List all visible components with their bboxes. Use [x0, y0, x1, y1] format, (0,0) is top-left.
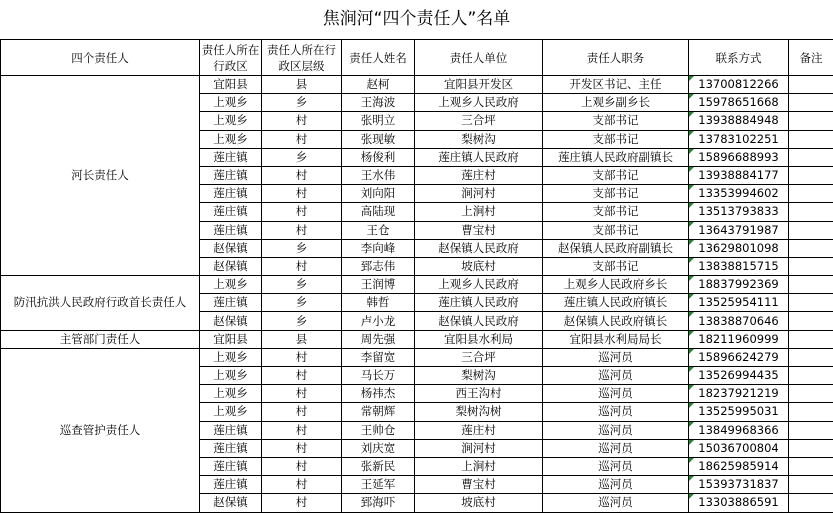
phone-cell: 13526994435: [689, 367, 789, 385]
remarks-cell: [789, 294, 833, 312]
district-cell: 上观乡: [200, 348, 262, 366]
level-cell: 村: [262, 457, 342, 475]
page-title: 焦涧河“四个责任人”名单: [0, 0, 833, 39]
phone-cell: 18837992369: [689, 276, 789, 294]
level-cell: 村: [262, 403, 342, 421]
phone-cell: 13938884177: [689, 166, 789, 184]
table-body: [1, 76, 833, 513]
position-cell: 巡河员: [543, 348, 689, 366]
unit-cell: 上观乡人民政府: [415, 276, 543, 294]
phone-cell: 15393731837: [689, 476, 789, 494]
phone-cell: 13525954111: [689, 294, 789, 312]
district-cell: 上观乡: [200, 130, 262, 148]
name-cell: 杨祎杰: [342, 385, 415, 403]
district-cell: 宜阳县: [200, 330, 262, 348]
table-row: [1, 348, 833, 366]
district-cell: 赵保镇: [200, 239, 262, 257]
district-cell: 上观乡: [200, 94, 262, 112]
position-cell: 莲庄镇人民政府镇长: [543, 294, 689, 312]
name-cell: 郅海吓: [342, 494, 415, 512]
position-cell: 上观乡副乡长: [543, 94, 689, 112]
unit-cell: 西王沟村: [415, 385, 543, 403]
unit-cell: 宜阳县开发区: [415, 76, 543, 94]
name-cell: 王延军: [342, 476, 415, 494]
level-cell: 县: [262, 76, 342, 94]
position-cell: 赵保镇人民政府副镇长: [543, 239, 689, 257]
unit-cell: 莲庄村: [415, 166, 543, 184]
remarks-cell: [789, 457, 833, 475]
category-cell: 主管部门责任人: [1, 330, 200, 348]
phone-cell: 13938884948: [689, 112, 789, 130]
district-cell: 莲庄镇: [200, 476, 262, 494]
district-cell: 宜阳县: [200, 76, 262, 94]
header-category: 四个责任人: [1, 40, 200, 76]
position-cell: 支部书记: [543, 185, 689, 203]
remarks-cell: [789, 439, 833, 457]
category-cell: 河长责任人: [1, 76, 200, 276]
unit-cell: 梨树沟: [415, 130, 543, 148]
level-cell: 村: [262, 112, 342, 130]
header-row: [1, 40, 833, 76]
name-cell: 韩哲: [342, 294, 415, 312]
remarks-cell: [789, 239, 833, 257]
unit-cell: 三合坪: [415, 348, 543, 366]
phone-cell: 13513793833: [689, 203, 789, 221]
unit-cell: 宜阳县水利局: [415, 330, 543, 348]
responsible-persons-table: [0, 39, 833, 513]
level-cell: 乡: [262, 312, 342, 330]
unit-cell: 上涧村: [415, 203, 543, 221]
level-cell: 村: [262, 348, 342, 366]
level-cell: 村: [262, 257, 342, 275]
unit-cell: 曹宝村: [415, 476, 543, 494]
district-cell: 上观乡: [200, 403, 262, 421]
position-cell: 巡河员: [543, 403, 689, 421]
level-cell: 村: [262, 221, 342, 239]
position-cell: 支部书记: [543, 112, 689, 130]
remarks-cell: [789, 130, 833, 148]
unit-cell: 赵保镇人民政府: [415, 239, 543, 257]
unit-cell: 赵保镇人民政府: [415, 312, 543, 330]
level-cell: 村: [262, 476, 342, 494]
position-cell: 宜阳县水利局局长: [543, 330, 689, 348]
remarks-cell: [789, 476, 833, 494]
level-cell: 村: [262, 367, 342, 385]
header-position: 责任人职务: [543, 40, 689, 76]
phone-cell: 13783102251: [689, 130, 789, 148]
unit-cell: 莲庄镇人民政府: [415, 148, 543, 166]
name-cell: 刘向阳: [342, 185, 415, 203]
phone-cell: 13643791987: [689, 221, 789, 239]
header-district: 责任人所在行政区: [200, 40, 262, 76]
phone-cell: 13838815715: [689, 257, 789, 275]
phone-cell: 13838870646: [689, 312, 789, 330]
district-cell: 莲庄镇: [200, 185, 262, 203]
unit-cell: 涧河村: [415, 439, 543, 457]
name-cell: 杨俊利: [342, 148, 415, 166]
phone-cell: 15978651668: [689, 94, 789, 112]
name-cell: 周先强: [342, 330, 415, 348]
phone-cell: 13700812266: [689, 76, 789, 94]
remarks-cell: [789, 185, 833, 203]
remarks-cell: [789, 403, 833, 421]
level-cell: 村: [262, 203, 342, 221]
remarks-cell: [789, 385, 833, 403]
remarks-cell: [789, 166, 833, 184]
remarks-cell: [789, 276, 833, 294]
unit-cell: 上观乡人民政府: [415, 94, 543, 112]
level-cell: 乡: [262, 148, 342, 166]
name-cell: 王帅仓: [342, 421, 415, 439]
header-district-level: 责任人所在行政区层级: [262, 40, 342, 76]
category-cell: 防汛抗洪人民政府行政首长责任人: [1, 276, 200, 331]
remarks-cell: [789, 421, 833, 439]
name-cell: 李留宽: [342, 348, 415, 366]
position-cell: 巡河员: [543, 494, 689, 512]
remarks-cell: [789, 76, 833, 94]
district-cell: 上观乡: [200, 112, 262, 130]
phone-cell: 15896624279: [689, 348, 789, 366]
remarks-cell: [789, 221, 833, 239]
remarks-cell: [789, 312, 833, 330]
header-name: 责任人姓名: [342, 40, 415, 76]
phone-cell: 13629801098: [689, 239, 789, 257]
name-cell: 李向峰: [342, 239, 415, 257]
name-cell: 张新民: [342, 457, 415, 475]
name-cell: 王海波: [342, 94, 415, 112]
position-cell: 巡河员: [543, 421, 689, 439]
district-cell: 莲庄镇: [200, 221, 262, 239]
district-cell: 莲庄镇: [200, 203, 262, 221]
name-cell: 张明立: [342, 112, 415, 130]
unit-cell: 三合坪: [415, 112, 543, 130]
level-cell: 村: [262, 166, 342, 184]
name-cell: 张现敏: [342, 130, 415, 148]
remarks-cell: [789, 257, 833, 275]
remarks-cell: [789, 148, 833, 166]
phone-cell: 13353994602: [689, 185, 789, 203]
district-cell: 莲庄镇: [200, 421, 262, 439]
name-cell: 卢小龙: [342, 312, 415, 330]
name-cell: 王水伟: [342, 166, 415, 184]
position-cell: 支部书记: [543, 203, 689, 221]
header-remarks: 备注: [789, 40, 833, 76]
table-row: [1, 330, 833, 348]
district-cell: 莲庄镇: [200, 294, 262, 312]
district-cell: 赵保镇: [200, 494, 262, 512]
phone-cell: 18237921219: [689, 385, 789, 403]
remarks-cell: [789, 112, 833, 130]
unit-cell: 梨树沟: [415, 367, 543, 385]
unit-cell: 涧河村: [415, 185, 543, 203]
level-cell: 乡: [262, 239, 342, 257]
name-cell: 高陆现: [342, 203, 415, 221]
phone-cell: 15896688993: [689, 148, 789, 166]
position-cell: 赵保镇人民政府镇长: [543, 312, 689, 330]
level-cell: 村: [262, 494, 342, 512]
phone-cell: 18211960999: [689, 330, 789, 348]
level-cell: 村: [262, 421, 342, 439]
remarks-cell: [789, 494, 833, 512]
level-cell: 村: [262, 130, 342, 148]
remarks-cell: [789, 367, 833, 385]
phone-cell: 15036700804: [689, 439, 789, 457]
unit-cell: 上涧村: [415, 457, 543, 475]
unit-cell: 曹宝村: [415, 221, 543, 239]
position-cell: 支部书记: [543, 130, 689, 148]
position-cell: 巡河员: [543, 385, 689, 403]
district-cell: 莲庄镇: [200, 148, 262, 166]
level-cell: 乡: [262, 294, 342, 312]
table-row: [1, 76, 833, 94]
phone-cell: 13303886591: [689, 494, 789, 512]
position-cell: 支部书记: [543, 166, 689, 184]
position-cell: 支部书记: [543, 257, 689, 275]
district-cell: 上观乡: [200, 385, 262, 403]
level-cell: 县: [262, 330, 342, 348]
remarks-cell: [789, 348, 833, 366]
district-cell: 赵保镇: [200, 257, 262, 275]
level-cell: 村: [262, 185, 342, 203]
name-cell: 王仓: [342, 221, 415, 239]
level-cell: 村: [262, 385, 342, 403]
district-cell: 赵保镇: [200, 312, 262, 330]
name-cell: 刘庆宽: [342, 439, 415, 457]
level-cell: 乡: [262, 276, 342, 294]
unit-cell: 坡底村: [415, 494, 543, 512]
name-cell: 王润博: [342, 276, 415, 294]
name-cell: 马长万: [342, 367, 415, 385]
district-cell: 上观乡: [200, 367, 262, 385]
remarks-cell: [789, 203, 833, 221]
position-cell: 巡河员: [543, 476, 689, 494]
district-cell: 莲庄镇: [200, 166, 262, 184]
position-cell: 巡河员: [543, 439, 689, 457]
position-cell: 巡河员: [543, 457, 689, 475]
unit-cell: 莲庄村: [415, 421, 543, 439]
unit-cell: 莲庄镇人民政府: [415, 294, 543, 312]
unit-cell: 坡底村: [415, 257, 543, 275]
phone-cell: 13849968366: [689, 421, 789, 439]
name-cell: 郅志伟: [342, 257, 415, 275]
level-cell: 乡: [262, 94, 342, 112]
level-cell: 村: [262, 439, 342, 457]
district-cell: 莲庄镇: [200, 439, 262, 457]
district-cell: 莲庄镇: [200, 457, 262, 475]
position-cell: 巡河员: [543, 367, 689, 385]
name-cell: 常朝辉: [342, 403, 415, 421]
position-cell: 开发区书记、主任: [543, 76, 689, 94]
remarks-cell: [789, 94, 833, 112]
position-cell: 莲庄镇人民政府副镇长: [543, 148, 689, 166]
header-unit: 责任人单位: [415, 40, 543, 76]
name-cell: 赵柯: [342, 76, 415, 94]
header-contact: 联系方式: [689, 40, 789, 76]
phone-cell: 13525995031: [689, 403, 789, 421]
position-cell: 支部书记: [543, 221, 689, 239]
table-row: [1, 276, 833, 294]
district-cell: 上观乡: [200, 276, 262, 294]
phone-cell: 18625985914: [689, 457, 789, 475]
remarks-cell: [789, 330, 833, 348]
position-cell: 上观乡人民政府乡长: [543, 276, 689, 294]
unit-cell: 梨树沟树: [415, 403, 543, 421]
category-cell: 巡查管护责任人: [1, 348, 200, 512]
